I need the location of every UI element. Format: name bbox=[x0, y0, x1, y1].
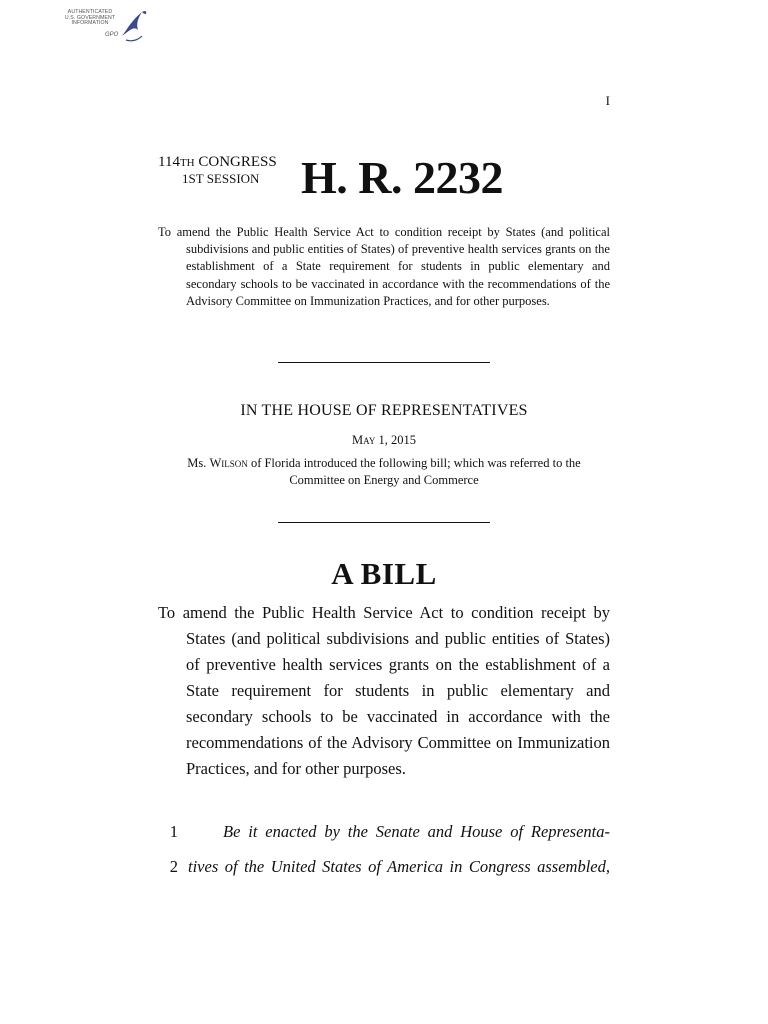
page-mark: I bbox=[605, 93, 610, 108]
short-title: To amend the Public Health Service Act to condition receipt by States (and political subdivisions and public entities of States) of preventive health services grants on the establishment of a State requirement for students in public elementary and secondary schools to be vaccinated in accordance with the recommendations of the Advisory Committee on Immunization Practices, and for other purposes. bbox=[158, 225, 610, 308]
session-suffix: ST bbox=[188, 171, 204, 186]
chamber-heading: IN THE HOUSE OF REPRESENTATIVES bbox=[240, 402, 528, 419]
line-number: 2 bbox=[169, 857, 178, 876]
congress-word: CONGRESS bbox=[198, 154, 277, 170]
gpo-authentication-logo bbox=[60, 4, 150, 48]
divider-rule bbox=[278, 362, 490, 363]
bill-number: H. R. 2232 bbox=[301, 152, 503, 203]
introduction-statement bbox=[160, 455, 608, 489]
session-word: SESSION bbox=[206, 171, 260, 186]
divider-rule bbox=[278, 522, 490, 523]
introduction-date: May 1, 2015 bbox=[352, 433, 416, 447]
congress-suffix: TH bbox=[179, 157, 195, 169]
enacting-clause-text: tives of the United States of America in Congress assembled, bbox=[188, 857, 610, 876]
logo-line-3: INFORMATION bbox=[71, 20, 109, 26]
referral-text: of Florida introduced the following bill; which was referred to the Committee on Energy and Commerce bbox=[250, 456, 581, 487]
sponsor-name: Wilson bbox=[209, 456, 248, 470]
long-title: To amend the Public Health Service Act to condition receipt by States (and political subdivisions and public entities of States) of preventive health services grants on the establishment of a State requirement for students in public elementary and secondary schools to be vaccinated in accordance with the recommendations of the Advisory Committee on Immunization Practices, and for other purposes. bbox=[158, 603, 610, 778]
line-number: 1 bbox=[169, 822, 178, 841]
session-label bbox=[182, 171, 259, 187]
sponsor-prefix: Ms. bbox=[187, 456, 207, 470]
logo-line-4: GPO bbox=[105, 32, 119, 38]
bill-heading: A BILL bbox=[331, 556, 437, 591]
congress-number: 114 bbox=[158, 154, 180, 170]
session-number: 1 bbox=[182, 171, 189, 186]
logo-line-2: U.S. GOVERNMENT bbox=[64, 14, 116, 21]
logo-line-1: AUTHENTICATED bbox=[67, 9, 113, 15]
enacting-clause-text: Be it enacted by the Senate and House of Representa- bbox=[223, 822, 610, 841]
congress-label bbox=[158, 154, 277, 171]
eagle-icon bbox=[118, 6, 148, 46]
